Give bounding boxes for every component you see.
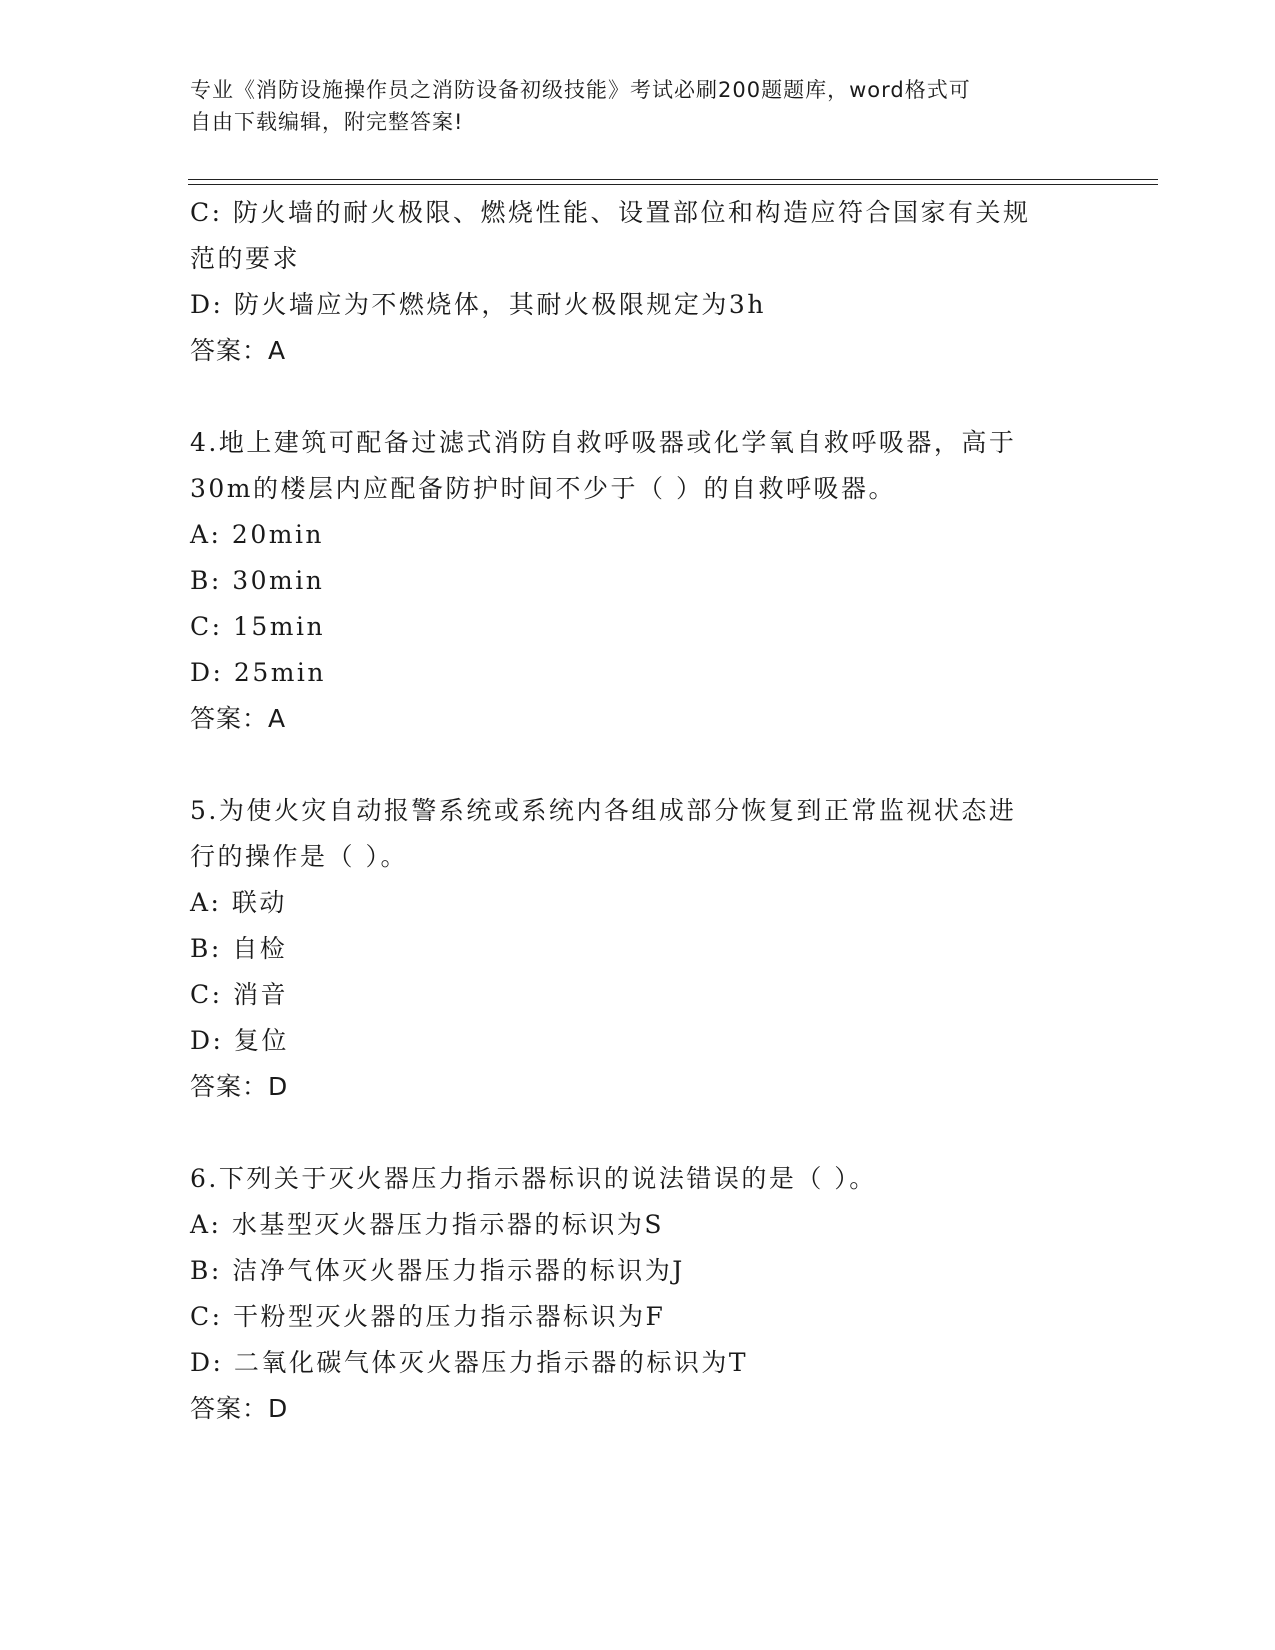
question-stem-line-1: 5.为使火灾自动报警系统或系统内各组成部分恢复到正常监视状态进 bbox=[190, 796, 1017, 825]
option-b: B: 30min bbox=[190, 566, 325, 595]
option-c: C: 15min bbox=[190, 612, 326, 641]
header-title-line-1: 专业《消防设施操作员之消防设备初级技能》考试必刷200题题库，word格式可 bbox=[190, 78, 971, 102]
answer-label: 答案：D bbox=[190, 1394, 289, 1423]
question-stem-line-2: 30m的楼层内应配备防护时间不少于（ ）的自救呼吸器。 bbox=[190, 474, 896, 503]
question-4 bbox=[190, 420, 1090, 742]
answer-label: 答案：A bbox=[190, 704, 287, 733]
option-a: A: 水基型灭火器压力指示器的标识为S bbox=[190, 1210, 665, 1239]
question-5 bbox=[190, 788, 1090, 1110]
option-a: A: 20min bbox=[190, 520, 325, 549]
option-b: B: 自检 bbox=[190, 934, 288, 963]
option-c-line-1: C: 防火墙的耐火极限、燃烧性能、设置部位和构造应符合国家有关规 bbox=[190, 198, 1031, 227]
option-c: C: 消音 bbox=[190, 980, 288, 1009]
header-divider-bottom bbox=[188, 184, 1158, 185]
option-d: D: 防火墙应为不燃烧体，其耐火极限规定为3h bbox=[190, 290, 766, 319]
option-d: D: 复位 bbox=[190, 1026, 289, 1055]
option-b: B: 洁净气体灭火器压力指示器的标识为J bbox=[190, 1256, 685, 1285]
option-d: D: 二氧化碳气体灭火器压力指示器的标识为T bbox=[190, 1348, 749, 1377]
question-stem: 6.下列关于灭火器压力指示器标识的说法错误的是（ ）。 bbox=[190, 1164, 877, 1193]
option-d: D: 25min bbox=[190, 658, 327, 687]
header-divider-top bbox=[188, 179, 1158, 180]
question-6 bbox=[190, 1156, 1090, 1432]
answer-label: 答案：A bbox=[190, 336, 287, 365]
question-stem-line-1: 4.地上建筑可配备过滤式消防自救呼吸器或化学氧自救呼吸器，高于 bbox=[190, 428, 1017, 457]
option-c: C: 干粉型灭火器的压力指示器标识为F bbox=[190, 1302, 666, 1331]
document-header bbox=[190, 74, 1090, 138]
option-a: A: 联动 bbox=[190, 888, 287, 917]
question-stem-line-2: 行的操作是（ ）。 bbox=[190, 842, 408, 871]
header-title-line-2: 自由下载编辑，附完整答案! bbox=[190, 110, 464, 134]
answer-label: 答案：D bbox=[190, 1072, 289, 1101]
question-content bbox=[190, 190, 1090, 1432]
option-c-line-2: 范的要求 bbox=[190, 244, 301, 273]
previous-question-tail bbox=[190, 190, 1090, 374]
